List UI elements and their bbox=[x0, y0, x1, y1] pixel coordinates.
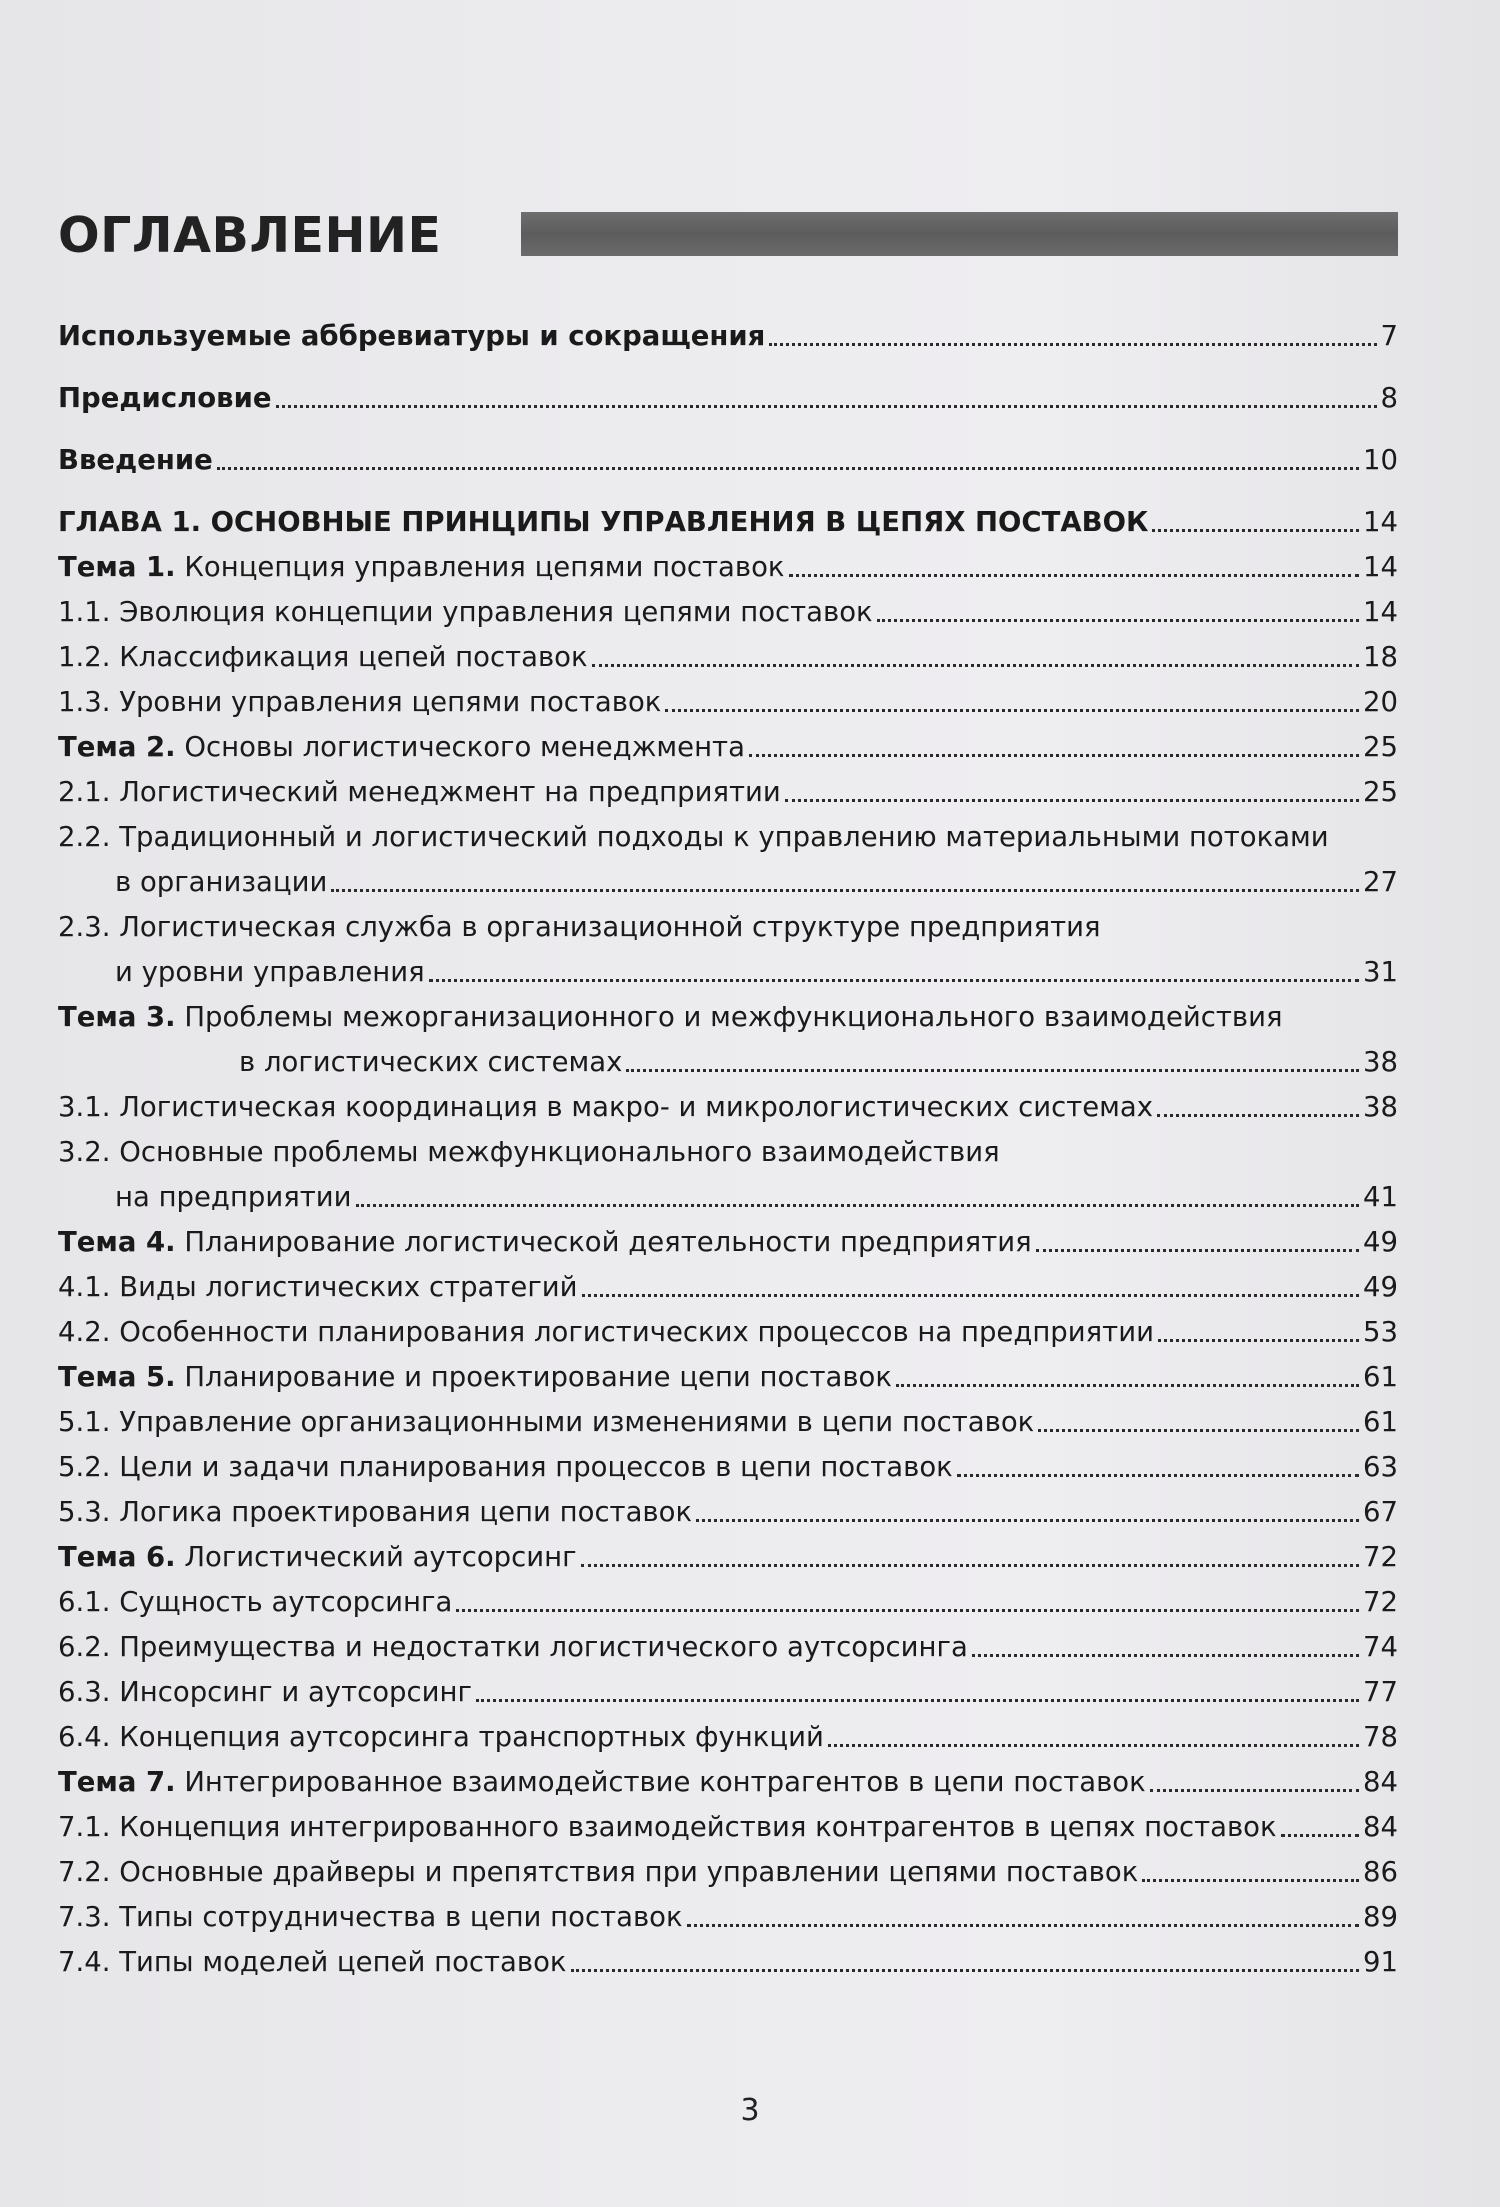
toc-entry-page: 41 bbox=[1363, 1181, 1398, 1213]
toc-entry-6-3[interactable] bbox=[58, 1674, 1398, 1710]
toc-entry-page: 38 bbox=[1363, 1091, 1398, 1123]
toc-entry-text: 4.1. Виды логистических стратегий bbox=[58, 1271, 578, 1303]
toc-tema-label: Тема 7. bbox=[58, 1766, 176, 1798]
show-through-text bbox=[400, 62, 409, 92]
toc-entry-page: 27 bbox=[1363, 866, 1398, 898]
toc-header bbox=[58, 202, 1398, 268]
toc-entry-text bbox=[58, 1539, 577, 1575]
toc-entry-text: 1.3. Уровни управления цепями поставок bbox=[58, 686, 662, 718]
toc-entry-page: 61 bbox=[1363, 1406, 1398, 1438]
toc-leader-dots bbox=[356, 1204, 1359, 1207]
toc-leader-dots bbox=[476, 1699, 1359, 1702]
toc-entry-1-1[interactable] bbox=[58, 594, 1398, 630]
toc-entry-text bbox=[58, 1764, 1146, 1800]
toc-leader-dots bbox=[1150, 1789, 1359, 1792]
toc-tema-label: Тема 5. bbox=[58, 1361, 176, 1393]
toc-entry-text-line2: в организации bbox=[115, 866, 328, 898]
toc-entry-page: 14 bbox=[1363, 551, 1398, 583]
toc-leader-dots bbox=[828, 1744, 1359, 1747]
toc-leader-dots bbox=[571, 1969, 1359, 1972]
toc-entry-text: 6.4. Концепция аутсорсинга транспортных функций bbox=[58, 1721, 824, 1753]
toc-entry-text: 7.4. Типы моделей цепей поставок bbox=[58, 1946, 567, 1978]
toc-entry-6-4[interactable] bbox=[58, 1719, 1398, 1755]
toc-entry-text: Используемые аббревиатуры и сокращения bbox=[58, 320, 766, 352]
toc-entry-page: 53 bbox=[1363, 1316, 1398, 1348]
toc-leader-dots bbox=[896, 1384, 1359, 1387]
toc-entry-page: 72 bbox=[1363, 1541, 1398, 1573]
toc-entry-7-1[interactable] bbox=[58, 1809, 1398, 1845]
toc-entry-page: 25 bbox=[1363, 731, 1398, 763]
toc-tema-label: Тема 2. bbox=[58, 731, 176, 763]
toc-leader-dots bbox=[785, 799, 1359, 802]
title-decor-bar bbox=[521, 212, 1398, 256]
toc-entry-text: Предисловие bbox=[58, 382, 272, 414]
toc-entry-page: 14 bbox=[1363, 596, 1398, 628]
toc-leader-dots bbox=[1157, 1114, 1359, 1117]
toc-tema-title: Концепция управления цепями поставок bbox=[184, 551, 785, 583]
toc-entry-preface[interactable] bbox=[58, 380, 1398, 416]
toc-entry-5-2[interactable] bbox=[58, 1449, 1398, 1485]
toc-entry-3-2[interactable] bbox=[58, 1134, 1398, 1215]
toc-entry-tema-3[interactable] bbox=[58, 999, 1398, 1080]
toc-leader-dots bbox=[789, 574, 1359, 577]
toc-entry-text: ГЛАВА 1. ОСНОВНЫЕ ПРИНЦИПЫ УПРАВЛЕНИЯ В ЦЕПЯХ ПОСТАВОК bbox=[58, 506, 1149, 538]
page-number: 3 bbox=[740, 2093, 760, 2128]
toc-entry-text: 7.1. Концепция интегрированного взаимодействия контрагентов в цепях поставок bbox=[58, 1811, 1277, 1843]
toc-leader-dots bbox=[1038, 1429, 1359, 1432]
toc-entry-2-1[interactable] bbox=[58, 774, 1398, 810]
toc-leader-dots bbox=[276, 405, 1377, 408]
toc-entry-text-line1: 2.3. Логистическая служба в организационной структуре предприятия bbox=[58, 911, 1101, 943]
toc-entry-page: 25 bbox=[1363, 776, 1398, 808]
toc-leader-dots bbox=[429, 979, 1359, 982]
toc-entry-page: 86 bbox=[1363, 1856, 1398, 1888]
toc-entry-abbreviations[interactable] bbox=[58, 318, 1398, 354]
toc-tema-title: Планирование логистической деятельности предприятия bbox=[184, 1226, 1032, 1258]
toc-entry-3-1[interactable] bbox=[58, 1089, 1398, 1125]
toc-tema-title: Планирование и проектирование цепи поставок bbox=[184, 1361, 892, 1393]
toc-entry-page: 84 bbox=[1363, 1811, 1398, 1843]
toc-entry-1-2[interactable] bbox=[58, 639, 1398, 675]
toc-entry-text: 1.2. Классификация цепей поставок bbox=[58, 641, 588, 673]
toc-entry-text: 4.2. Особенности планирования логистических процессов на предприятии bbox=[58, 1316, 1154, 1348]
toc-tema-title: Основы логистического менеджмента bbox=[184, 731, 745, 763]
toc-entry-page: 10 bbox=[1363, 444, 1398, 476]
toc-entry-page: 89 bbox=[1363, 1901, 1398, 1933]
toc-leader-dots bbox=[1281, 1834, 1359, 1837]
toc-entry-page: 8 bbox=[1380, 382, 1398, 414]
toc-leader-dots bbox=[687, 1924, 1359, 1927]
page-title: ОГЛАВЛЕНИЕ bbox=[58, 207, 442, 264]
toc-entry-text: 6.3. Инсорсинг и аутсорсинг bbox=[58, 1676, 472, 1708]
toc-leader-dots bbox=[581, 1564, 1359, 1567]
toc-tema-title: Интегрированное взаимодействие контрагентов в цепи поставок bbox=[184, 1766, 1146, 1798]
toc-leader-dots bbox=[769, 343, 1376, 346]
toc-leader-dots bbox=[957, 1474, 1359, 1477]
toc-entry-page: 67 bbox=[1363, 1496, 1398, 1528]
toc-entry-page: 72 bbox=[1363, 1586, 1398, 1618]
toc-entry-tema-5[interactable] bbox=[58, 1359, 1398, 1395]
toc-entry-text: 1.1. Эволюция концепции управления цепями поставок bbox=[58, 596, 873, 628]
toc-entry-page: 20 bbox=[1363, 686, 1398, 718]
toc-entry-tema-6[interactable] bbox=[58, 1539, 1398, 1575]
toc-entry-page: 49 bbox=[1363, 1226, 1398, 1258]
toc-entry-7-4[interactable] bbox=[58, 1944, 1398, 1980]
toc-entry-tema-2[interactable] bbox=[58, 729, 1398, 765]
toc-entry-text: 6.2. Преимущества и недостатки логистического аутсорсинга bbox=[58, 1631, 968, 1663]
toc-entry-text: 5.3. Логика проектирования цепи поставок bbox=[58, 1496, 693, 1528]
toc-entry-page: 38 bbox=[1363, 1046, 1398, 1078]
toc-entry-text: 5.1. Управление организационными изменениями в цепи поставок bbox=[58, 1406, 1035, 1438]
toc-entry-page: 78 bbox=[1363, 1721, 1398, 1753]
toc-tema-label: Тема 1. bbox=[58, 551, 176, 583]
toc-leader-dots bbox=[696, 1519, 1359, 1522]
toc-entry-text-line2: на предприятии bbox=[115, 1181, 352, 1213]
toc-leader-dots bbox=[665, 709, 1359, 712]
toc-entry-5-3[interactable] bbox=[58, 1494, 1398, 1530]
toc-leader-dots bbox=[331, 889, 1359, 892]
toc-entry-text: 7.3. Типы сотрудничества в цепи поставок bbox=[58, 1901, 683, 1933]
toc-entry-page: 74 bbox=[1363, 1631, 1398, 1663]
toc-entry-6-2[interactable] bbox=[58, 1629, 1398, 1665]
toc-tema-title: Логистический аутсорсинг bbox=[184, 1541, 577, 1573]
toc-leader-dots bbox=[217, 467, 1359, 470]
toc-entry-page: 63 bbox=[1363, 1451, 1398, 1483]
toc-entry-2-2[interactable] bbox=[58, 819, 1398, 900]
toc-entry-7-3[interactable] bbox=[58, 1899, 1398, 1935]
toc-entry-text: 5.2. Цели и задачи планирования процессов в цепи поставок bbox=[58, 1451, 953, 1483]
toc-entry-page: 14 bbox=[1363, 506, 1398, 538]
toc-entry-2-3[interactable] bbox=[58, 909, 1398, 990]
toc-entry-introduction[interactable] bbox=[58, 442, 1398, 478]
toc-entry-page: 7 bbox=[1380, 320, 1398, 352]
toc-leader-dots bbox=[877, 619, 1359, 622]
toc-entry-page: 84 bbox=[1363, 1766, 1398, 1798]
toc-entry-text bbox=[58, 729, 745, 765]
toc-entry-page: 61 bbox=[1363, 1361, 1398, 1393]
toc-entry-text-line1: 2.2. Традиционный и логистический подходы к управлению материальными потоками bbox=[58, 821, 1329, 853]
toc-entry-7-2[interactable] bbox=[58, 1854, 1398, 1890]
toc-entry-text-line1 bbox=[58, 999, 1398, 1035]
toc-leader-dots bbox=[1036, 1249, 1359, 1252]
toc-entry-tema-7[interactable] bbox=[58, 1764, 1398, 1800]
toc-entry-text: Введение bbox=[58, 444, 213, 476]
toc-leader-dots bbox=[1142, 1879, 1359, 1882]
toc-entry-chapter-1[interactable] bbox=[58, 504, 1398, 540]
toc-leader-dots bbox=[582, 1294, 1359, 1297]
toc-entry-page: 91 bbox=[1363, 1946, 1398, 1978]
table-of-contents bbox=[58, 318, 1398, 1980]
toc-leader-dots bbox=[749, 754, 1359, 757]
toc-tema-title: Проблемы межорганизационного и межфункционального взаимодействия bbox=[184, 1001, 1283, 1033]
toc-leader-dots bbox=[456, 1609, 1359, 1612]
toc-entry-text: 6.1. Сущность аутсорсинга bbox=[58, 1586, 453, 1618]
toc-entry-text-line2: в логистических системах bbox=[239, 1046, 623, 1078]
toc-entry-text: 7.2. Основные драйверы и препятствия при управлении цепями поставок bbox=[58, 1856, 1139, 1888]
toc-entry-4-2[interactable] bbox=[58, 1314, 1398, 1350]
toc-entry-text-line1: 3.2. Основные проблемы межфункционального взаимодействия bbox=[58, 1136, 1000, 1168]
toc-entry-text: 3.1. Логистическая координация в макро- и микрологистических системах bbox=[58, 1091, 1154, 1123]
toc-entry-6-1[interactable] bbox=[58, 1584, 1398, 1620]
toc-tema-label: Тема 3. bbox=[58, 1001, 176, 1033]
toc-entry-5-1[interactable] bbox=[58, 1404, 1398, 1440]
toc-entry-page: 31 bbox=[1363, 956, 1398, 988]
toc-entry-tema-1[interactable] bbox=[58, 549, 1398, 585]
toc-leader-dots bbox=[1152, 529, 1359, 532]
toc-entry-page: 77 bbox=[1363, 1676, 1398, 1708]
toc-entry-text bbox=[58, 1224, 1032, 1260]
toc-entry-1-3[interactable] bbox=[58, 684, 1398, 720]
toc-entry-page: 49 bbox=[1363, 1271, 1398, 1303]
toc-entry-4-1[interactable] bbox=[58, 1269, 1398, 1305]
toc-entry-tema-4[interactable] bbox=[58, 1224, 1398, 1260]
toc-entry-text bbox=[58, 549, 785, 585]
toc-leader-dots bbox=[626, 1069, 1359, 1072]
toc-tema-label: Тема 4. bbox=[58, 1226, 176, 1258]
toc-leader-dots bbox=[1158, 1339, 1359, 1342]
toc-entry-text: 2.1. Логистический менеджмент на предприятии bbox=[58, 776, 781, 808]
toc-leader-dots bbox=[592, 664, 1359, 667]
toc-leader-dots bbox=[972, 1654, 1359, 1657]
toc-entry-text-line2: и уровни управления bbox=[115, 956, 425, 988]
toc-entry-text bbox=[58, 1359, 892, 1395]
toc-entry-page: 18 bbox=[1363, 641, 1398, 673]
toc-tema-label: Тема 6. bbox=[58, 1541, 176, 1573]
